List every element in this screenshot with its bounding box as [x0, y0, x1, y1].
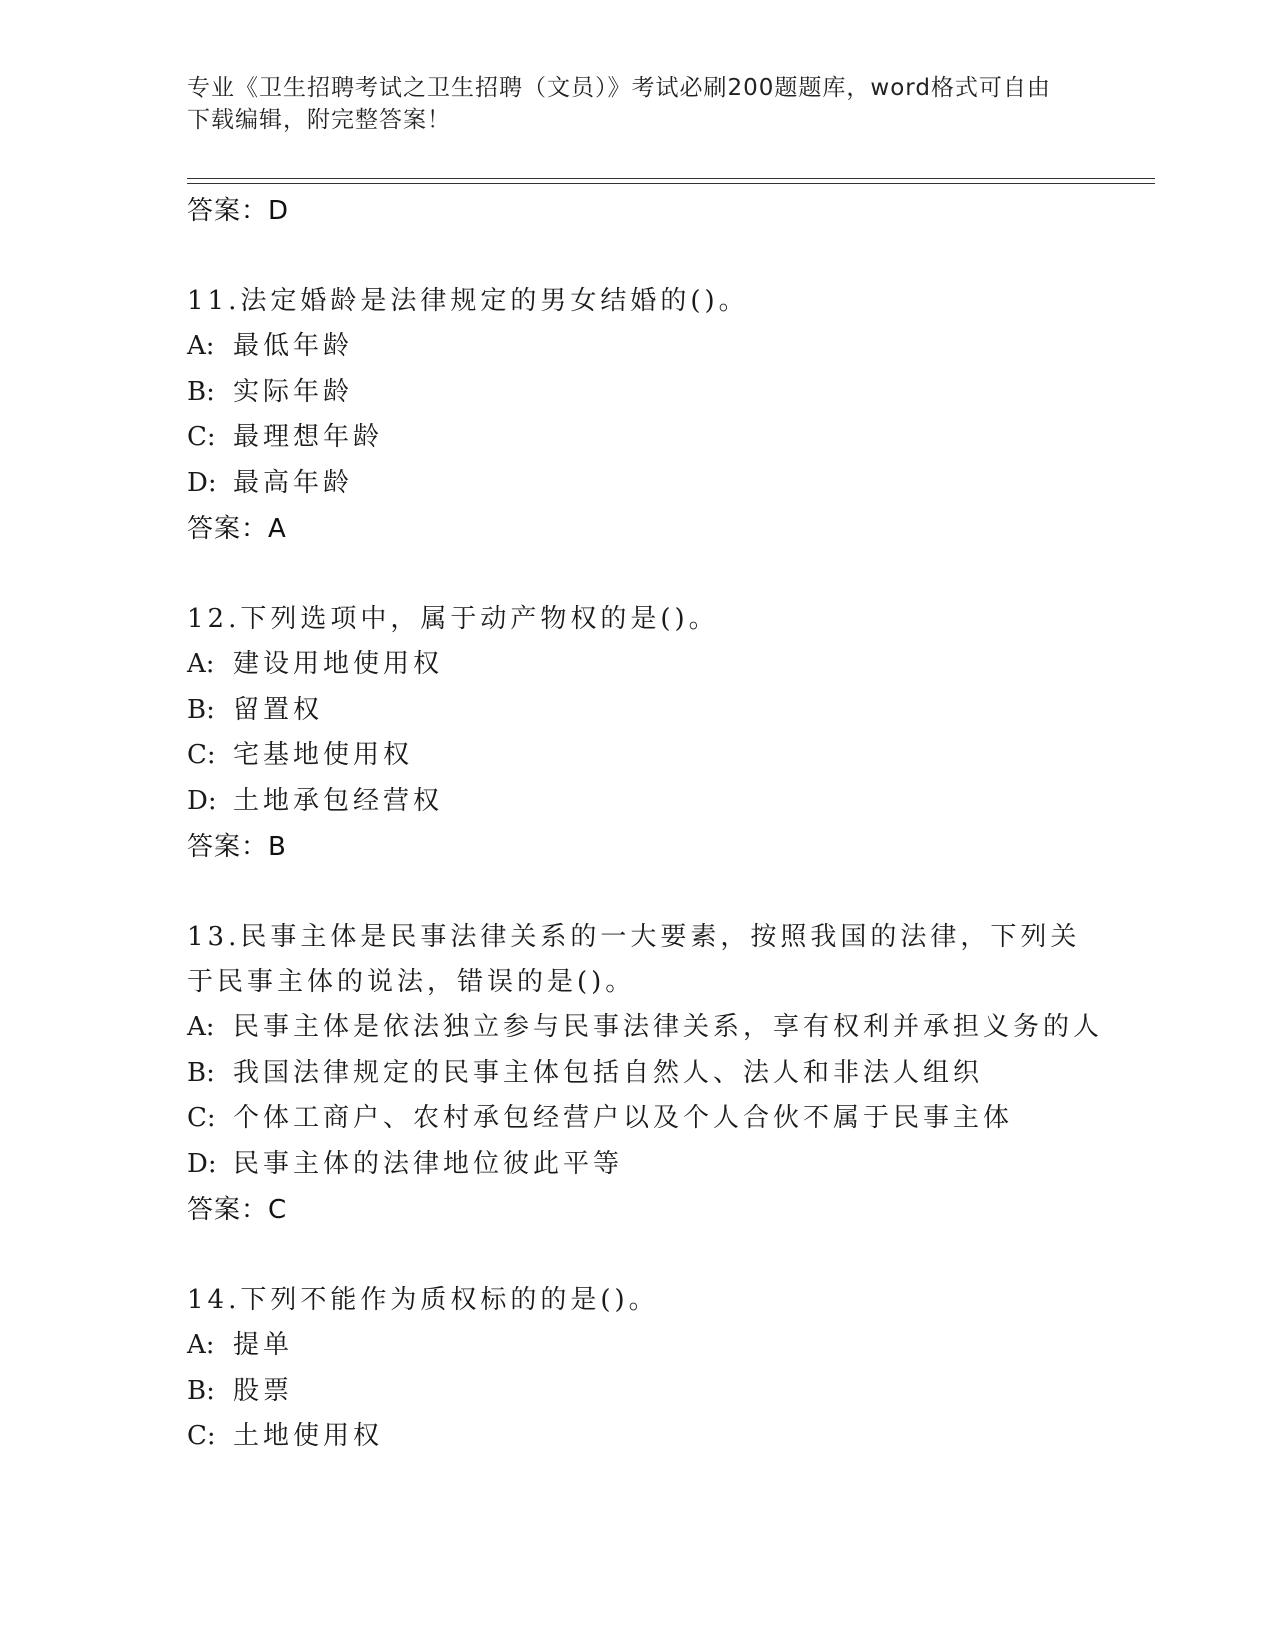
option-c: [187, 1096, 1087, 1142]
option-letter: B:: [187, 1057, 215, 1088]
question-gap: [187, 234, 1087, 279]
option-a: [187, 642, 1087, 688]
question-gap: [187, 552, 1087, 597]
option-text: 最理想年龄: [233, 422, 384, 452]
option-text: 股票: [233, 1375, 294, 1406]
answer-line: 答案：A: [187, 514, 287, 544]
option-text: 留置权: [233, 694, 324, 725]
option-c: [187, 415, 1087, 461]
option-text: 最高年龄: [233, 467, 354, 498]
option-letter: D:: [187, 785, 217, 816]
option-text: 实际年龄: [233, 376, 354, 407]
question-list: [187, 188, 1104, 1460]
option-letter: B:: [187, 1375, 215, 1406]
option-text: 土地使用权: [233, 1421, 384, 1451]
option-letter: C:: [187, 740, 216, 770]
option-d: [187, 461, 1087, 507]
option-b: [187, 688, 1087, 734]
option-b: [187, 1369, 1087, 1415]
option-letter: D:: [187, 467, 217, 498]
option-b: [187, 370, 1087, 416]
option-d: [187, 1142, 1087, 1188]
option-text: 提单: [233, 1330, 294, 1360]
option-letter: C:: [187, 1103, 216, 1133]
question-stem: 11.法定婚龄是法律规定的男女结婚的()。: [187, 286, 749, 316]
answer-line: 答案：C: [187, 1195, 288, 1225]
option-letter: D:: [187, 1148, 217, 1179]
question-gap: [187, 1233, 1087, 1278]
header-rule: [187, 178, 1155, 179]
question-stem: 14.下列不能作为质权标的的是()。: [187, 1285, 659, 1315]
answer-line: 答案：D: [187, 196, 290, 226]
option-letter: C:: [187, 1421, 216, 1451]
option-text: 宅基地使用权: [233, 740, 414, 770]
option-d: [187, 779, 1087, 825]
option-letter: A:: [187, 1330, 215, 1360]
option-text: 个体工商户、农村承包经营户以及个人合伙不属于民事主体: [233, 1103, 1014, 1133]
option-letter: A:: [187, 649, 215, 679]
option-a: [187, 1005, 1104, 1051]
option-letter: B:: [187, 694, 215, 725]
option-letter: B:: [187, 376, 215, 407]
header-rule-secondary: [187, 183, 1155, 184]
document-header: 专业《卫生招聘考试之卫生招聘（文员）》考试必刷200题题库，word格式可自由下载编辑，附完整答案！: [187, 75, 1051, 133]
question-stem: 12.下列选项中，属于动产物权的是()。: [187, 604, 719, 634]
option-letter: A:: [187, 331, 215, 361]
option-text: 土地承包经营权: [233, 785, 444, 816]
option-letter: A:: [187, 1012, 215, 1042]
option-c: [187, 1414, 1087, 1460]
option-text: 民事主体是依法独立参与民事法律关系，享有权利并承担义务的人: [233, 1012, 1104, 1042]
option-a: [187, 1323, 1087, 1369]
option-text: 民事主体的法律地位彼此平等: [233, 1148, 624, 1179]
option-c: [187, 733, 1087, 779]
answer-line: 答案：B: [187, 832, 287, 862]
question-stem: 13.民事主体是民事法律关系的一大要素，按照我国的法律，下列关于民事主体的说法，错误的是()。: [187, 922, 1081, 997]
question-gap: [187, 870, 1087, 915]
option-text: 最低年龄: [233, 331, 354, 361]
option-text: 建设用地使用权: [233, 649, 444, 679]
option-letter: C:: [187, 422, 216, 452]
option-text: 我国法律规定的民事主体包括自然人、法人和非法人组织: [233, 1057, 984, 1088]
option-a: [187, 324, 1087, 370]
option-b: [187, 1051, 1087, 1097]
